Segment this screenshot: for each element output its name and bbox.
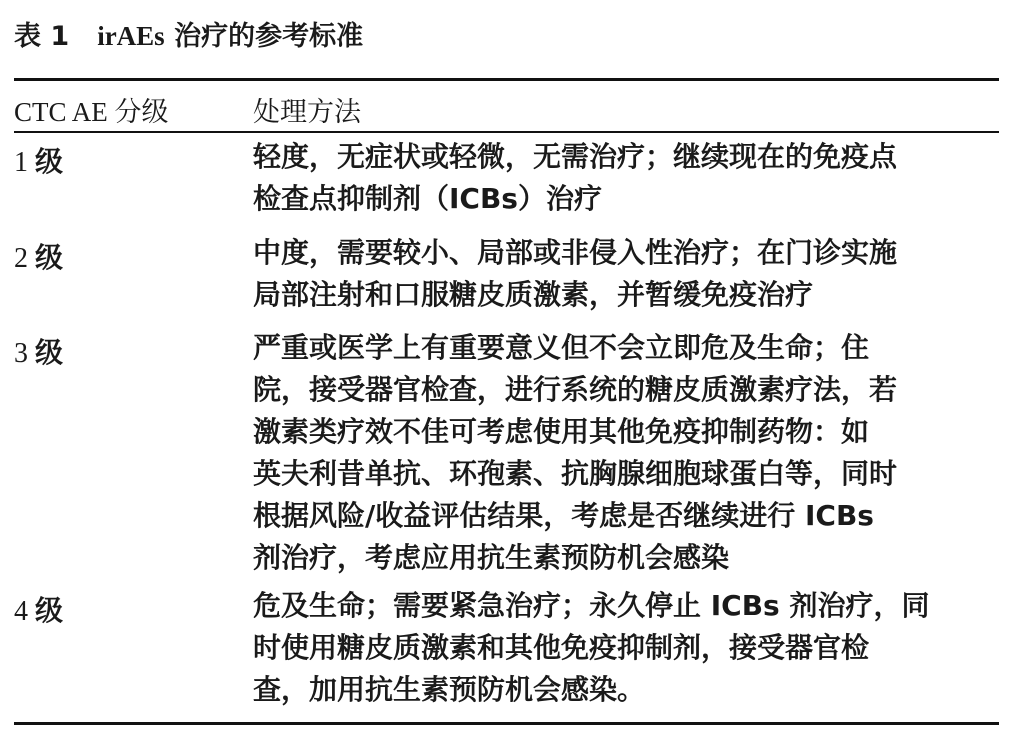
grade-number: 3 [14,338,35,369]
method-line: 严重或医学上有重要意义但不会立即危及生命；住 [253,331,870,364]
header-grade-cjk: 分级 [114,97,169,128]
row-grade-1 [14,140,63,180]
method-line: 轻度，无症状或轻微，无需治疗；继续现在的免疫点 [253,140,898,173]
row-method-3 [253,327,897,579]
table-top-rule [14,78,999,81]
header-grade-latin: CTC AE [14,97,115,127]
table-bottom-rule [14,722,999,725]
grade-label: 级 [35,336,64,369]
method-line: 中度，需要较小、局部或非侵入性治疗；在门诊实施 [253,236,898,269]
row-method-1 [253,136,897,220]
grade-number: 1 [14,147,35,178]
method-line: 局部注射和口服糖皮质激素，并暂缓免疫治疗 [253,278,814,311]
method-line: 时使用糖皮质激素和其他免疫抑制剂，接受器官检 [253,631,870,664]
method-line: 查，加用抗生素预防机会感染。 [253,673,646,706]
method-line: 英夫利昔单抗、环孢素、抗胸腺细胞球蛋白等，同时 [253,457,898,490]
table-title-cjk: 治疗的参考标准 [164,21,364,52]
row-grade-3 [14,331,63,371]
header-method: 处理方法 [253,97,361,128]
grade-label: 级 [35,241,64,274]
method-line: 剂治疗，考虑应用抗生素预防机会感染 [253,541,730,574]
table-caption [14,14,363,53]
grade-label: 级 [35,145,64,178]
grade-number: 4 [14,596,35,627]
method-line: 根据风险/收益评估结果，考虑是否继续进行 ICBs [253,499,874,532]
grade-label: 级 [35,594,64,627]
row-grade-4 [14,589,63,629]
header-grade [14,90,169,129]
grade-number: 2 [14,243,35,274]
table-number: 表 1 [14,21,70,52]
row-method-4 [253,585,929,711]
method-line: 院，接受器官检查，进行系统的糖皮质激素疗法，若 [253,373,898,406]
row-grade-2 [14,236,63,276]
method-line: 检查点抑制剂（ICBs）治疗 [253,182,602,215]
table-header-rule [14,131,999,133]
table-title-latin: irAEs [97,21,165,51]
method-line: 激素类疗效不佳可考虑使用其他免疫抑制药物：如 [253,415,870,448]
method-line: 危及生命；需要紧急治疗；永久停止 ICBs 剂治疗，同 [253,589,930,622]
row-method-2 [253,232,897,316]
